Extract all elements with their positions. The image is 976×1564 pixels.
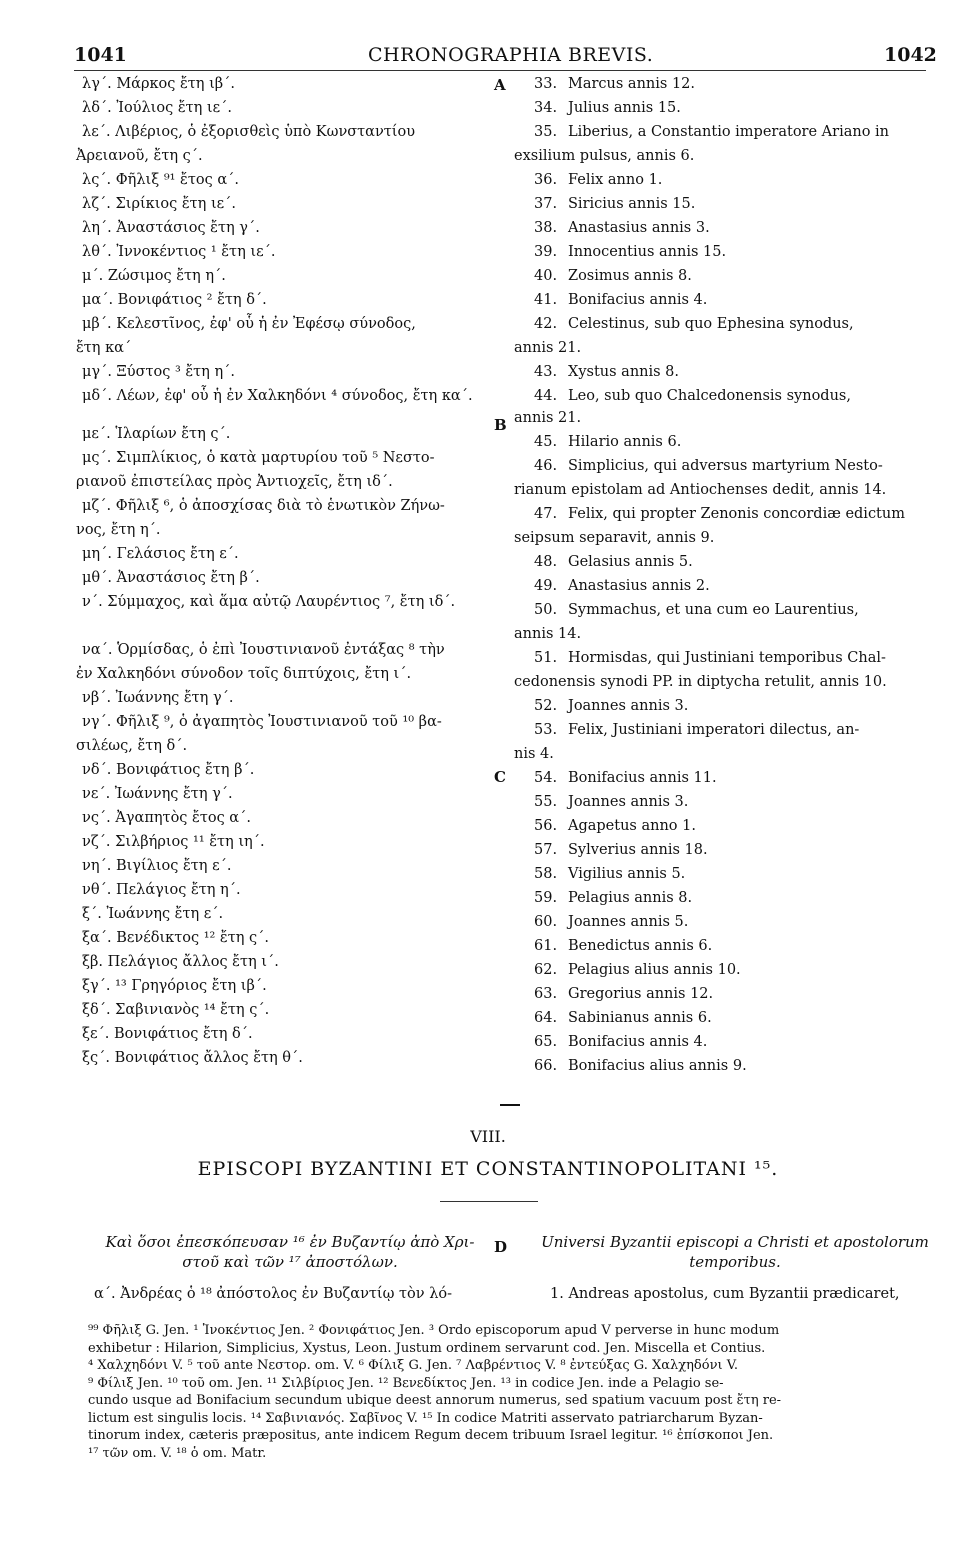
greek-line: να΄. Ὁρμίσδας, ὁ ἐπὶ Ἰουστινιανοῦ ἐντάξας ⁸ τὴν	[82, 642, 445, 658]
greek-line: με΄. Ἱλαρίων ἔτη ς΄.	[82, 426, 231, 442]
greek-line: λθ΄. Ἰννοκέντιος ¹ ἔτη ιε΄.	[82, 244, 276, 260]
page-number-left: 1041	[74, 44, 127, 66]
footnote-line: exhibetur : Hilarion, Simplicius, Xystus, Leon. Justum ordinem servarunt cod. Jen. Miscella et Contius.	[88, 1340, 766, 1356]
greek-line: ν΄. Σύμμαχος, καὶ ἅμα αὐτῷ Λαυρέντιος ⁷, ἔτη ιδ΄.	[82, 594, 456, 610]
greek-line: ξς΄. Βονιφάτιος ἄλλος ἔτη θ΄.	[82, 1050, 303, 1066]
greek-line: ξδ΄. Σαβινιανὸς ¹⁴ ἔτη ς΄.	[82, 1002, 270, 1018]
greek-line: νδ΄. Βονιφάτιος ἔτη β΄.	[82, 762, 255, 778]
header-rule	[74, 70, 926, 71]
footnote-line: tinorum index, cæteris præpositus, ante indicem Regum decem tribuum Israel legitur. ¹⁶ ἐπίσκοποι Jen.	[88, 1428, 774, 1443]
greek-line: μζ΄. Φῆλιξ ⁶, ὁ ἀποσχίσας διὰ τὸ ἑνωτικὸν Ζήνω-	[82, 498, 445, 514]
greek-line: νη΄. Βιγίλιος ἔτη ε΄.	[82, 858, 232, 874]
footnote-line: ⁴ Χαλχηδόνι V. ⁵ τοῦ ante Νεστορ. om. V. ⁶ Φίλιξ G. Jen. ⁷ Λαβρέντιος V. ⁸ ἐντεύξας G. Χαλχηδόνι V.	[88, 1358, 738, 1373]
greek-line: μθ΄. Ἀναστάσιος ἔτη β΄.	[82, 570, 260, 586]
greek-line: ξ΄. Ἰωάννης ἔτη ε΄.	[82, 906, 224, 922]
greek-line: μη΄. Γελάσιος ἔτη ε΄.	[82, 546, 239, 562]
footnote-line: ⁹ Φίλιξ Jen. ¹⁰ τοῦ om. Jen. ¹¹ Σιλβίριος Jen. ¹² Βενεδίκτος Jen. ¹³ in codice Jen. inde a Pelagio se-	[88, 1375, 724, 1391]
greek-line: νος, ἔτη η΄.	[76, 522, 161, 538]
page-number-right: 1042	[884, 44, 937, 66]
margin-marker-b: B	[494, 416, 507, 434]
greek-line: μδ΄. Λέων, ἐφ' οὗ ἡ ἐν Χαλκηδόνι ⁴ σύνοδος, ἔτη κα΄.	[82, 388, 473, 404]
section-title: EPISCOPI BYZANTINI ET CONSTANTINOPOLITANI ¹⁵.	[197, 1158, 779, 1180]
latin-intro	[528, 1232, 942, 1272]
section-rule	[440, 1201, 538, 1202]
page-header	[0, 0, 976, 80]
latin-intro-line: Universi Byzantii episcopi a Christi et apostolorum	[541, 1233, 929, 1251]
footnote-line: ¹⁷ τῶν om. V. ¹⁸ ὁ om. Matr.	[88, 1445, 267, 1461]
greek-line: μα΄. Βονιφάτιος ² ἔτη δ΄.	[82, 292, 267, 308]
greek-intro-line: στοῦ καὶ τῶν ¹⁷ ἀποστόλων.	[182, 1253, 398, 1271]
footnote-line: lictum est singulis locis. ¹⁴ Σαβινιανός. Σαβῖνος V. ¹⁵ In codice Matriti asservato patriarcharum Byzan-	[88, 1410, 763, 1426]
section-number: VIII.	[470, 1127, 506, 1146]
margin-marker-c: C	[494, 768, 506, 786]
greek-line: λε΄. Λιβέριος, ὁ ἐξορισθεὶς ὑπὸ Κωνσταντίου	[82, 124, 416, 140]
greek-line: ξα΄. Βενέδικτος ¹² ἔτη ς΄.	[82, 930, 270, 946]
greek-line: ριανοῦ ἐπιστείλας πρὸς Ἀντιοχεῖς, ἔτη ιδ΄.	[76, 474, 393, 490]
greek-line: λς΄. Φῆλιξ ⁹¹ ἔτος α΄.	[82, 172, 239, 188]
greek-line: λη΄. Ἀναστάσιος ἔτη γ΄.	[82, 220, 260, 236]
greek-line: ἔτη κα΄	[76, 340, 132, 356]
latin-intro-line: temporibus.	[689, 1253, 781, 1271]
greek-line: νζ΄. Σιλβήριος ¹¹ ἔτη ιη΄.	[82, 834, 265, 850]
greek-line: νς΄. Ἀγαπητὸς ἔτος α΄.	[82, 810, 251, 826]
footnote-line: ⁹⁹ Φῆλιξ G. Jen. ¹ Ἰνοκέντιος Jen. ² Φονιφάτιος Jen. ³ Ordo episcoporum apud V perverse in hunc modum	[88, 1323, 780, 1338]
section-dash	[500, 1104, 520, 1106]
running-title: CHRONOGRAPHIA BREVIS.	[368, 44, 654, 66]
footnote-line: cundo usque ad Bonifacium secundum ubique deest annorum numerus, sed spatium vacuum post ἔτη re-	[88, 1393, 782, 1408]
greek-line: ξε΄. Βονιφάτιος ἔτη δ΄.	[82, 1026, 253, 1042]
greek-line: λζ΄. Σιρίκιος ἔτη ιε΄.	[82, 196, 237, 212]
margin-marker-d: D	[494, 1238, 508, 1256]
margin-marker-a: A	[494, 76, 506, 94]
greek-line: ξγ΄. ¹³ Γρηγόριος ἔτη ιβ΄.	[82, 978, 267, 994]
greek-line: ξβ. Πελάγιος ἄλλος ἔτη ι΄.	[82, 954, 279, 970]
greek-line: νθ΄. Πελάγιος ἔτη η΄.	[82, 882, 241, 898]
greek-line: μ΄. Ζώσιμος ἔτη η΄.	[82, 268, 226, 284]
greek-line: λδ΄. Ἰούλιος ἔτη ιε΄.	[82, 100, 232, 116]
latin-first-entry: 1. Andreas apostolus, cum Byzantii prædicaret,	[550, 1286, 900, 1302]
footnotes	[88, 1322, 948, 1462]
greek-intro-line: Καὶ ὅσοι ἐπεσκόπευσαν ¹⁶ ἐν Βυζαντίῳ ἀπὸ Χρι-	[105, 1233, 475, 1251]
greek-line: ἐν Χαλκηδόνι σύνοδον τοῖς διπτύχοις, ἔτη ι΄.	[76, 666, 412, 682]
greek-line: σιλέως, ἔτη δ΄.	[76, 738, 188, 754]
greek-line: νγ΄. Φῆλιξ ⁹, ὁ ἀγαπητὸς Ἰουστινιανοῦ τοῦ ¹⁰ βα-	[82, 714, 442, 730]
greek-line: μβ΄. Κελεστῖνος, ἐφ' οὗ ἡ ἐν Ἐφέσῳ σύνοδος,	[82, 316, 416, 332]
greek-intro	[94, 1232, 486, 1272]
greek-line: νβ΄. Ἰωάννης ἔτη γ΄.	[82, 690, 234, 706]
greek-line: Ἀρειανοῦ, ἔτη ς΄.	[76, 148, 203, 164]
greek-first-entry: α΄. Ἀνδρέας ὁ ¹⁸ ἀπόστολος ἐν Βυζαντίῳ τὸν λό-	[94, 1286, 453, 1302]
greek-line: νε΄. Ἰωάννης ἔτη γ΄.	[82, 786, 233, 802]
greek-line: μγ΄. Ξύστος ³ ἔτη η΄.	[82, 364, 236, 380]
greek-line: μς΄. Σιμπλίκιος, ὁ κατὰ μαρτυρίου τοῦ ⁵ Νεστο-	[82, 450, 435, 466]
greek-line: λγ΄. Μάρκος ἔτη ιβ΄.	[82, 76, 236, 92]
